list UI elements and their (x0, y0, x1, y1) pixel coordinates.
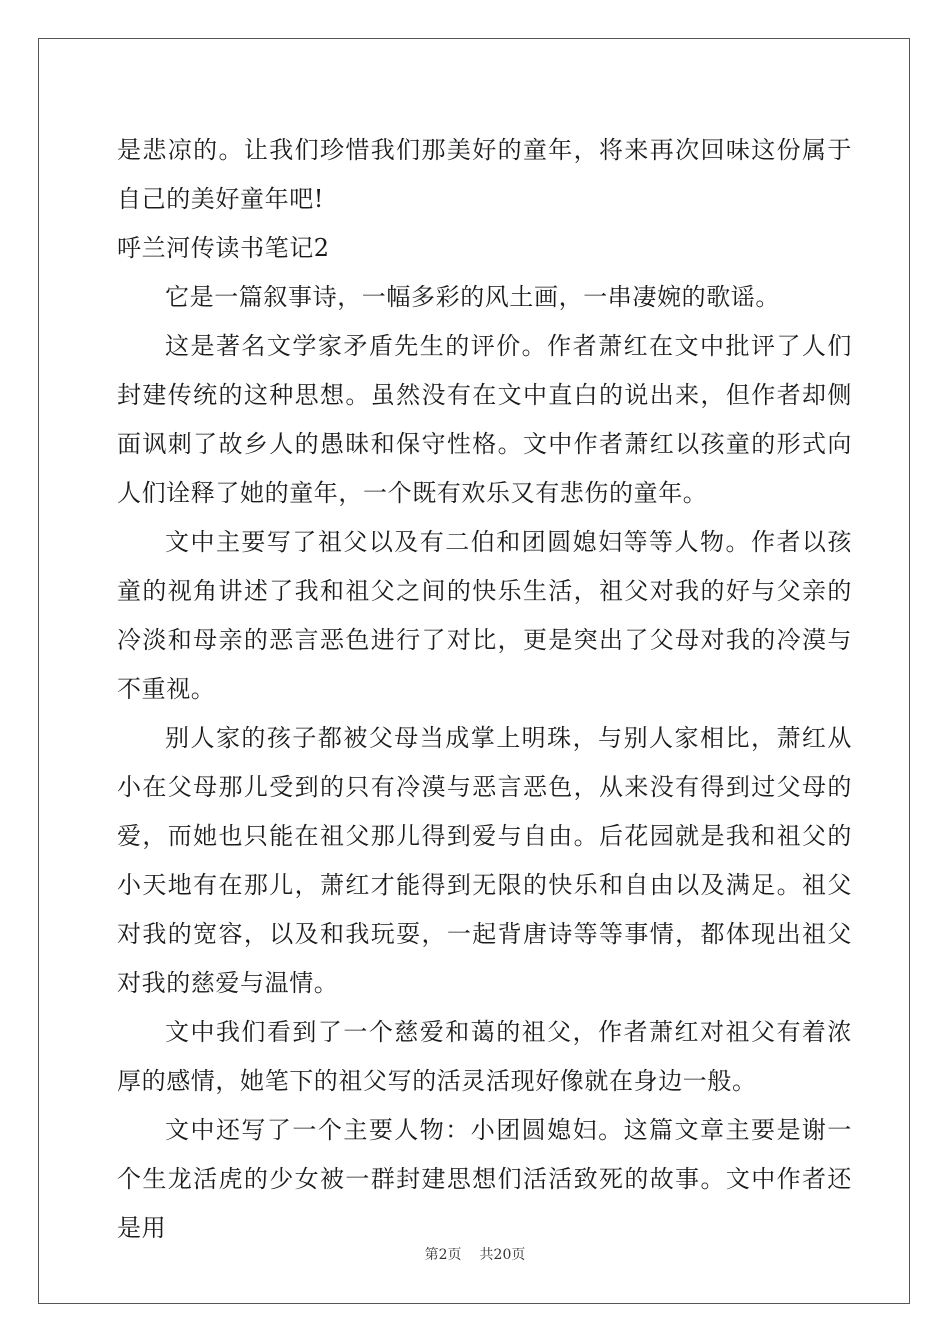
section-heading: 呼兰河传读书笔记2 (117, 234, 330, 262)
document-body (117, 126, 852, 1253)
paragraph: 别人家的孩子都被父母当成掌上明珠，与别人家相比，萧红从小在父母那儿受到的只有冷漠与恶言恶色，从来没有得到过父母的爱，而她也只能在祖父那儿得到爱与自由。后花园就是我和祖父的小天地有在那儿，萧红才能得到无限的快乐和自由以及满足。祖父对我的宽容，以及和我玩耍，一起背唐诗等等事情，都体现出祖父对我的慈爱与温情。 (117, 724, 852, 997)
page-number: 第2页 (424, 1247, 462, 1263)
page-footer (0, 1244, 950, 1264)
paragraph-continuation: 是悲凉的。让我们珍惜我们那美好的童年，将来再次回味这份属于自己的美好童年吧! (117, 136, 852, 213)
paragraph: 这是著名文学家矛盾先生的评价。作者萧红在文中批评了人们封建传统的这种思想。虽然没有在文中直白的说出来，但作者却侧面讽刺了故乡人的愚昧和保守性格。文中作者萧红以孩童的形式向人们诠释了她的童年，一个既有欢乐又有悲伤的童年。 (117, 332, 852, 507)
paragraph: 文中还写了一个主要人物：小团圆媳妇。这篇文章主要是谢一个生龙活虎的少女被一群封建思想们活活致死的故事。文中作者还是用 (117, 1116, 852, 1242)
paragraph: 它是一篇叙事诗，一幅多彩的风土画，一串凄婉的歌谣。 (165, 283, 780, 311)
paragraph: 文中我们看到了一个慈爱和蔼的祖父，作者萧红对祖父有着浓厚的感情，她笔下的祖父写的活灵活现好像就在身边一般。 (117, 1018, 852, 1095)
paragraph: 文中主要写了祖父以及有二伯和团圆媳妇等等人物。作者以孩童的视角讲述了我和祖父之间的快乐生活，祖父对我的好与父亲的冷淡和母亲的恶言恶色进行了对比，更是突出了父母对我的冷漠与不重视。 (117, 528, 852, 703)
page-total: 共20页 (479, 1247, 526, 1263)
